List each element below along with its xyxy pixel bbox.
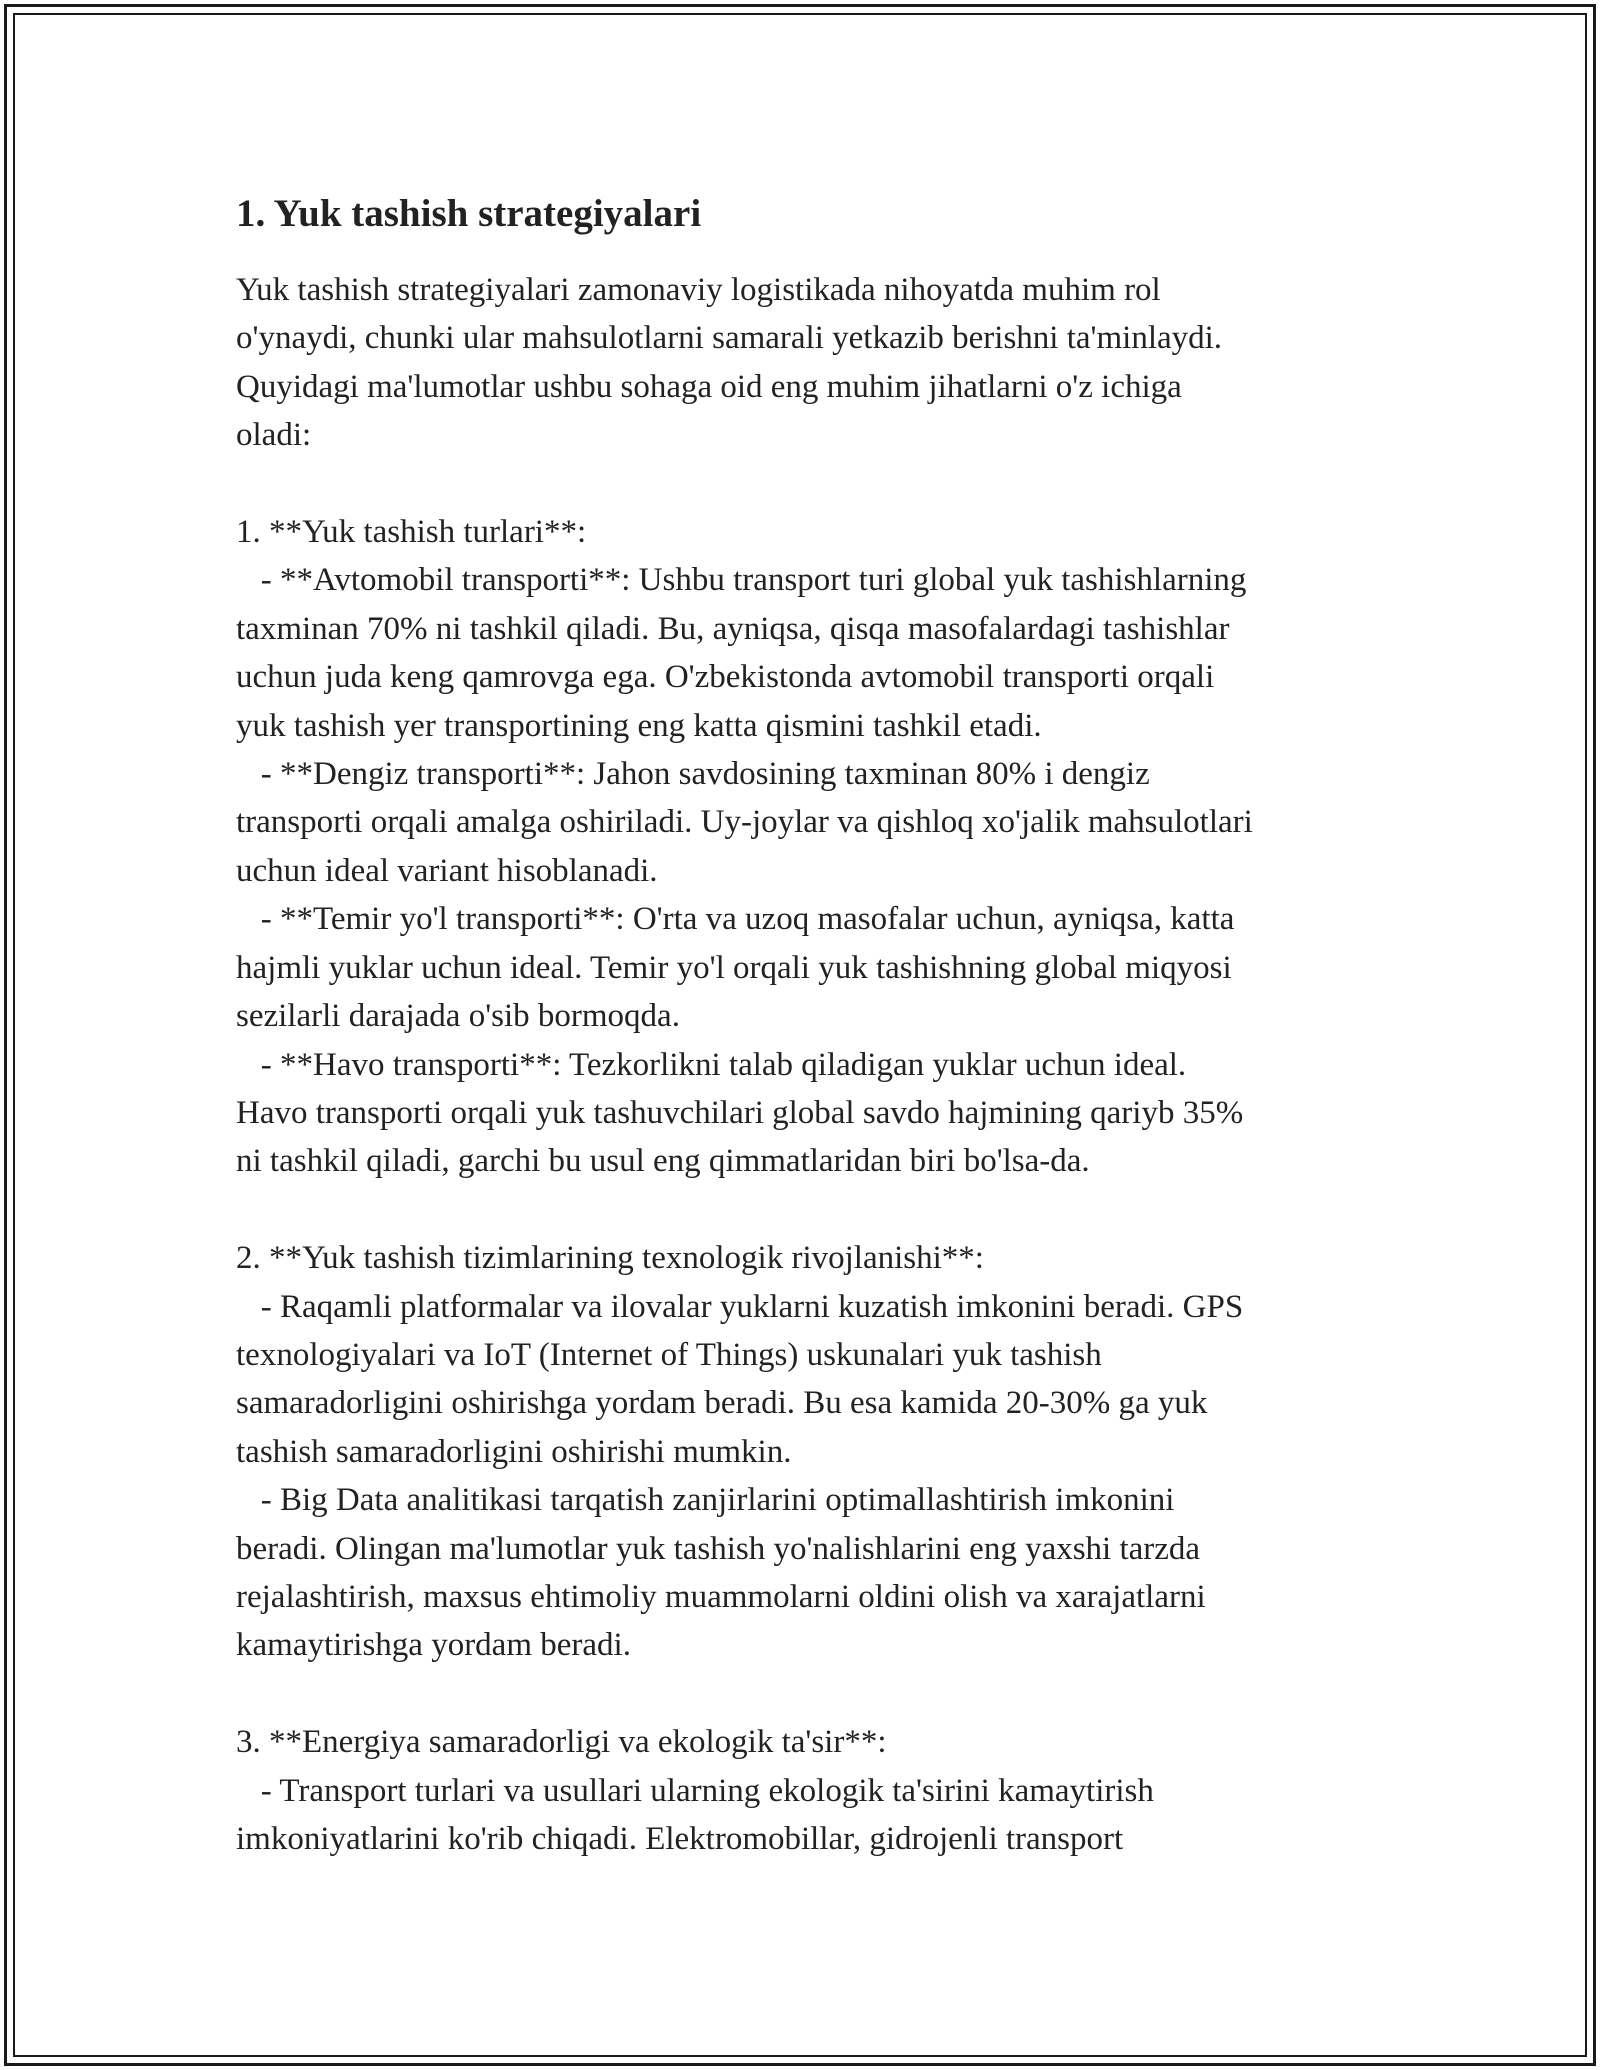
section-body-text: Yuk tashish strategiyalari zamonaviy logistikada nihoyatda muhim rol o'ynaydi, chunki ular mahsulotlarni samarali yetkazib berishni ta'minlaydi. Quyidagi ma'lumotlar ushbu sohaga oid eng muhim jihatlarni o'z ichiga oladi: 1. **Yuk tashish turlari**: - **Avtomobil transporti**: Ushbu transport turi global yuk tashishlarning taxminan 70% ni tashkil qiladi. Bu, ayniqsa, qisqa masofalardagi tashishlar uchun juda keng qamrovga ega. O'zbekistonda avtomobil transporti orqali yuk tashish yer transportining eng katta qismini tashkil etadi. - **Dengiz transporti**: Jahon savdosining taxminan 80% i dengiz transporti orqali amalga oshiriladi. Uy-joylar va qishloq xo'jalik mahsulotlari uchun ideal variant hisoblanadi. - **Temir yo'l transporti**: O'rta va uzoq masofalar uchun, ayniqsa, katta hajmli yuklar uchun ideal. Temir yo'l orqali yuk tashishning global miqyosi sezilarli darajada o'sib bormoqda. - **Havo transporti**: Tezkorlikni talab qiladigan yuklar uchun ideal. Havo transporti orqali yuk tashuvchilari global savdo hajmining qariyb 35% ni tashkil qiladi, garchi bu usul eng qimmatlaridan biri bo'lsa-da. 2. **Yuk tashish tizimlarining texnologik rivojlanishi**: - Raqamli platformalar va ilovalar yuklarni kuzatish imkonini beradi. GPS texnologiyalari va IoT (Internet of Things) uskunalari yuk tashish samaradorligini oshirishga yordam beradi. Bu esa kamida 20-30% ga yuk tashish samaradorligini oshirishi mumkin. - Big Data analitikasi tarqatish zanjirlarini optimallashtirish imkonini beradi. Olingan ma'lumotlar yuk tashish yo'nalishlarini eng yaxshi tarzda rejalashtirish, maxsus ehtimoliy muammolarni oldini olish va xarajatlarni kamaytirishga yordam beradi. 3. **Energiya samaradorligi va ekologik ta'sir**: - Transport turlari va usullari ularning ekologik ta'sirini kamaytirish imkoniyatlarini ko'rib chiqadi. Elektromobillar, gidrojenli transport xyxy=(236,272,1253,1857)
document-content xyxy=(236,186,1396,1863)
section-heading: 1. Yuk tashish strategiyalari xyxy=(236,192,702,235)
